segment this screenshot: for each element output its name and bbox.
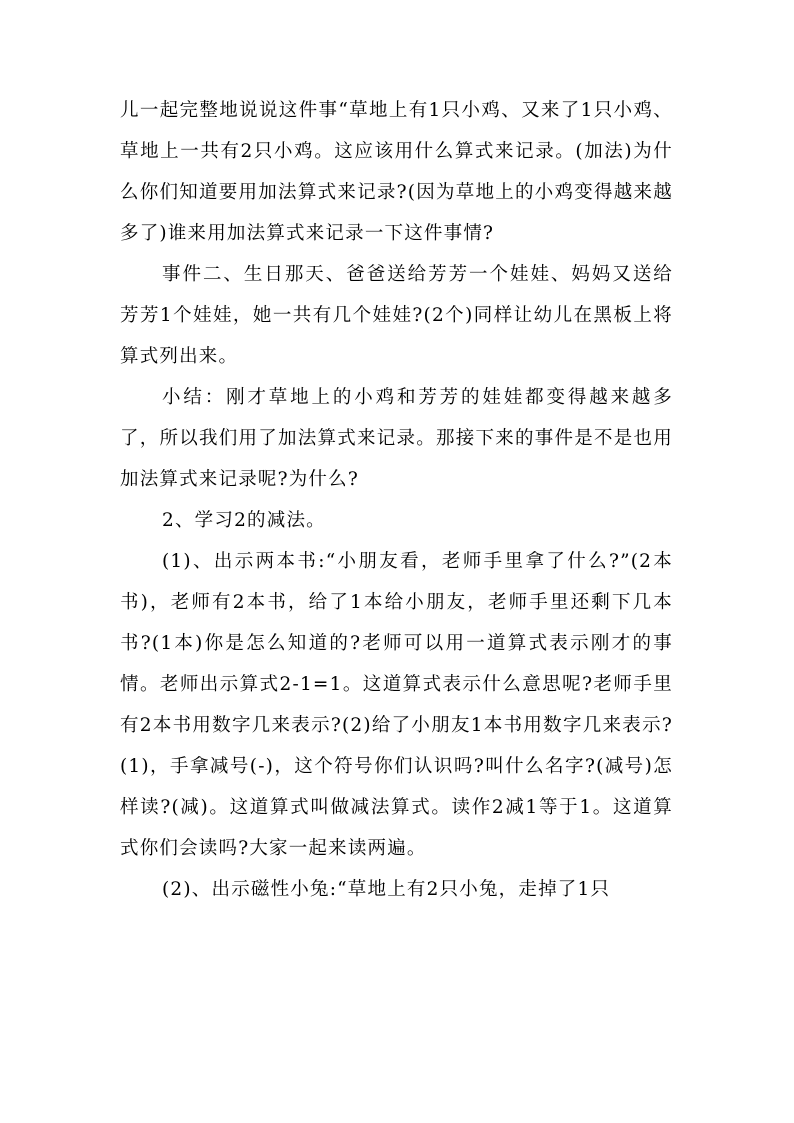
paragraph-rabbits-example: (2)、出示磁性小兔:“草地上有2只小兔，走掉了1只: [162, 879, 611, 900]
paragraph-subtraction-heading: 2、学习2的减法。: [162, 510, 326, 531]
paragraph-chicken-story: 儿一起完整地说说这件事“草地上有1只小鸡、又来了1只小鸡、草地上一共有2只小鸡。这应该用什么算式来记录。(加法)为什么你们知道要用加法算式来记录?(因为草地上的小鸡变得越来越多了)谁来用加法算式来记录一下这件事情?: [120, 100, 673, 244]
paragraph-summary: 小结：刚才草地上的小鸡和芳芳的娃娃都变得越来越多了，所以我们用了加法算式来记录。那接下来的事件是不是也用加法算式来记录呢?为什么?: [120, 387, 673, 490]
paragraph-event-two: 事件二、生日那天、爸爸送给芳芳一个娃娃、妈妈又送给芳芳1个娃娃，她一共有几个娃娃?(2个)同样让幼儿在黑板上将算式列出来。: [120, 264, 673, 367]
paragraph-books-example: (1)、出示两本书:“小朋友看，老师手里拿了什么?”(2本书)，老师有2本书，给了1本给小朋友，老师手里还剩下几本书?(1本)你是怎么知道的?老师可以用一道算式表示刚才的事情。老师出示算式2-1=1。这道算式表示什么意思呢?老师手里有2本书用数字几来表示?(2)给了小朋友1本书用数字几来表示?(1)，手拿减号(-)，这个符号你们认识吗?叫什么名字?(减号)怎样读?(减)。这道算式叫做减法算式。读作2减1等于1。这道算式你们会读吗?大家一起来读两遍。: [120, 551, 673, 859]
document-body: [120, 90, 673, 910]
